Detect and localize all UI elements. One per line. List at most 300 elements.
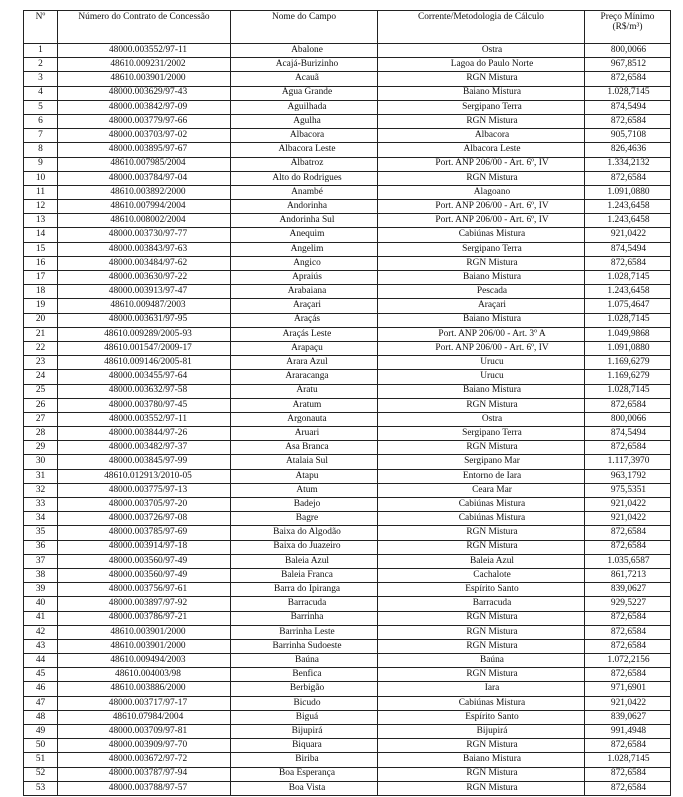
- cell-price: 1.243,6458: [585, 200, 671, 214]
- cell-number: 30: [24, 455, 58, 469]
- cell-contract: 48000.003785/97-69: [58, 526, 231, 540]
- cell-method: Ceara Mar: [378, 483, 585, 497]
- cell-price: 1.117,3970: [585, 455, 671, 469]
- cell-contract: 48000.003631/97-95: [58, 313, 231, 327]
- cell-number: 22: [24, 341, 58, 355]
- cell-price: 872,6584: [585, 781, 671, 795]
- table-row: [24, 455, 671, 469]
- cell-field: Anambé: [231, 185, 378, 199]
- cell-method: RGN Mistura: [378, 739, 585, 753]
- cell-price: 872,6584: [585, 625, 671, 639]
- cell-method: Ostra: [378, 44, 585, 58]
- cell-field: Baixa do Algodão: [231, 526, 378, 540]
- table-row: [24, 370, 671, 384]
- cell-method: Baiano Mistura: [378, 313, 585, 327]
- cell-method: Espírito Santo: [378, 710, 585, 724]
- table-row: [24, 185, 671, 199]
- table-row: [24, 767, 671, 781]
- cell-contract: 48000.003726/97-08: [58, 512, 231, 526]
- cell-method: Cabiúnas Mistura: [378, 228, 585, 242]
- cell-number: 34: [24, 512, 58, 526]
- cell-contract: 48000.003775/97-13: [58, 483, 231, 497]
- cell-number: 10: [24, 171, 58, 185]
- header-contract: Número do Contrato de Concessão: [58, 11, 231, 44]
- cell-number: 46: [24, 682, 58, 696]
- cell-number: 38: [24, 568, 58, 582]
- table-row: [24, 668, 671, 682]
- cell-method: Barracuda: [378, 597, 585, 611]
- cell-price: 839,0627: [585, 710, 671, 724]
- cell-field: Anequim: [231, 228, 378, 242]
- cell-number: 36: [24, 540, 58, 554]
- cell-price: 872,6584: [585, 114, 671, 128]
- cell-price: 872,6584: [585, 767, 671, 781]
- table-row: [24, 129, 671, 143]
- cell-number: 32: [24, 483, 58, 497]
- cell-number: 15: [24, 242, 58, 256]
- table-row: [24, 654, 671, 668]
- cell-price: 872,6584: [585, 526, 671, 540]
- table-row: [24, 143, 671, 157]
- cell-field: Asa Branca: [231, 441, 378, 455]
- cell-price: 905,7108: [585, 129, 671, 143]
- cell-price: 1.028,7145: [585, 86, 671, 100]
- table-header: [24, 11, 671, 44]
- table-row: [24, 441, 671, 455]
- cell-number: 21: [24, 327, 58, 341]
- cell-field: Barra do Ipiranga: [231, 583, 378, 597]
- table-row: [24, 214, 671, 228]
- cell-field: Arara Azul: [231, 356, 378, 370]
- cell-field: Albatroz: [231, 157, 378, 171]
- cell-price: 872,6584: [585, 540, 671, 554]
- cell-method: Sergipano Terra: [378, 100, 585, 114]
- table-row: [24, 710, 671, 724]
- cell-contract: 48610.001547/2009-17: [58, 341, 231, 355]
- cell-method: Ostra: [378, 412, 585, 426]
- cell-field: Araracanga: [231, 370, 378, 384]
- cell-method: Baiano Mistura: [378, 384, 585, 398]
- cell-field: Bicudo: [231, 696, 378, 710]
- cell-contract: 48000.003705/97-20: [58, 498, 231, 512]
- cell-contract: 48000.003717/97-17: [58, 696, 231, 710]
- cell-number: 8: [24, 143, 58, 157]
- cell-field: Barrinha Sudoeste: [231, 639, 378, 653]
- cell-contract: 48000.003786/97-21: [58, 611, 231, 625]
- cell-contract: 48000.003629/97-43: [58, 86, 231, 100]
- table-row: [24, 568, 671, 582]
- cell-method: Pescada: [378, 285, 585, 299]
- cell-method: Urucu: [378, 370, 585, 384]
- table-row: [24, 781, 671, 795]
- cell-contract: 48000.003914/97-18: [58, 540, 231, 554]
- cell-price: 872,6584: [585, 256, 671, 270]
- cell-number: 6: [24, 114, 58, 128]
- cell-price: 872,6584: [585, 72, 671, 86]
- cell-method: Baleia Azul: [378, 554, 585, 568]
- cell-number: 11: [24, 185, 58, 199]
- cell-number: 50: [24, 739, 58, 753]
- cell-field: Araçari: [231, 299, 378, 313]
- cell-price: 872,6584: [585, 441, 671, 455]
- cell-method: Alagoano: [378, 185, 585, 199]
- table-row: [24, 58, 671, 72]
- cell-method: RGN Mistura: [378, 639, 585, 653]
- cell-price: 1.049,9868: [585, 327, 671, 341]
- cell-field: Andorinha Sul: [231, 214, 378, 228]
- cell-contract: 48000.003703/97-02: [58, 129, 231, 143]
- cell-price: 971,6901: [585, 682, 671, 696]
- cell-contract: 48610.008002/2004: [58, 214, 231, 228]
- cell-contract: 48000.003709/97-81: [58, 725, 231, 739]
- cell-method: RGN Mistura: [378, 625, 585, 639]
- cell-field: Biguá: [231, 710, 378, 724]
- cell-price: 872,6584: [585, 639, 671, 653]
- cell-price: 975,5351: [585, 483, 671, 497]
- table-row: [24, 682, 671, 696]
- cell-contract: 48610.009231/2002: [58, 58, 231, 72]
- cell-method: Cabiúnas Mistura: [378, 498, 585, 512]
- cell-number: 40: [24, 597, 58, 611]
- cell-contract: 48610.009487/2003: [58, 299, 231, 313]
- cell-field: Andorinha: [231, 200, 378, 214]
- cell-method: Araçari: [378, 299, 585, 313]
- cell-number: 47: [24, 696, 58, 710]
- cell-number: 39: [24, 583, 58, 597]
- cell-number: 4: [24, 86, 58, 100]
- cell-method: Iara: [378, 682, 585, 696]
- cell-contract: 48000.003779/97-66: [58, 114, 231, 128]
- cell-price: 1.028,7145: [585, 271, 671, 285]
- cell-number: 24: [24, 370, 58, 384]
- cell-field: Apraiús: [231, 271, 378, 285]
- table-row: [24, 554, 671, 568]
- cell-contract: 48610.009146/2005-81: [58, 356, 231, 370]
- cell-method: RGN Mistura: [378, 171, 585, 185]
- cell-contract: 48000.003672/97-72: [58, 753, 231, 767]
- header-price: [585, 11, 671, 44]
- cell-method: Port. ANP 206/00 - Art. 6º, IV: [378, 157, 585, 171]
- cell-price: 872,6584: [585, 668, 671, 682]
- table-row: [24, 44, 671, 58]
- cell-field: Argonauta: [231, 412, 378, 426]
- cell-number: 31: [24, 469, 58, 483]
- cell-number: 33: [24, 498, 58, 512]
- table-row: [24, 86, 671, 100]
- cell-method: RGN Mistura: [378, 668, 585, 682]
- cell-price: 1.169,6279: [585, 370, 671, 384]
- cell-price: 872,6584: [585, 739, 671, 753]
- cell-contract: 48610.009289/2005-93: [58, 327, 231, 341]
- cell-field: Alto do Rodrigues: [231, 171, 378, 185]
- cell-number: 28: [24, 427, 58, 441]
- cell-number: 19: [24, 299, 58, 313]
- table-row: [24, 611, 671, 625]
- cell-method: Cabiúnas Mistura: [378, 696, 585, 710]
- cell-method: Port. ANP 206/00 - Art. 6º, IV: [378, 214, 585, 228]
- cell-method: Urucu: [378, 356, 585, 370]
- cell-number: 49: [24, 725, 58, 739]
- table-row: [24, 469, 671, 483]
- cell-contract: 48610.003901/2000: [58, 72, 231, 86]
- table-row: [24, 498, 671, 512]
- table-row: [24, 540, 671, 554]
- table-row: [24, 483, 671, 497]
- table-row: [24, 271, 671, 285]
- cell-field: Baleia Franca: [231, 568, 378, 582]
- cell-contract: 48000.003787/97-94: [58, 767, 231, 781]
- table-row: [24, 72, 671, 86]
- cell-price: 826,4636: [585, 143, 671, 157]
- cell-method: RGN Mistura: [378, 526, 585, 540]
- cell-price: 921,0422: [585, 512, 671, 526]
- table-row: [24, 285, 671, 299]
- cell-price: 874,5494: [585, 100, 671, 114]
- cell-number: 2: [24, 58, 58, 72]
- cell-contract: 48000.003455/97-64: [58, 370, 231, 384]
- cell-number: 26: [24, 398, 58, 412]
- cell-method: Entorno de Iara: [378, 469, 585, 483]
- cell-price: 1.028,7145: [585, 753, 671, 767]
- header-field: Nome do Campo: [231, 11, 378, 44]
- cell-method: Port. ANP 206/00 - Art. 3º A: [378, 327, 585, 341]
- table-row: [24, 256, 671, 270]
- cell-method: Albacora Leste: [378, 143, 585, 157]
- cell-field: Albacora Leste: [231, 143, 378, 157]
- cell-number: 35: [24, 526, 58, 540]
- header-number: Nº: [24, 11, 58, 44]
- cell-contract: 48000.003552/97-11: [58, 412, 231, 426]
- cell-contract: 48000.003632/97-58: [58, 384, 231, 398]
- table-row: [24, 427, 671, 441]
- cell-contract: 48000.003482/97-37: [58, 441, 231, 455]
- cell-method: RGN Mistura: [378, 441, 585, 455]
- cell-method: Port. ANP 206/00 - Art. 6º, IV: [378, 341, 585, 355]
- table-row: [24, 398, 671, 412]
- cell-method: Albacora: [378, 129, 585, 143]
- cell-price: 1.243,6458: [585, 214, 671, 228]
- table-row: [24, 696, 671, 710]
- cell-contract: 48000.003909/97-70: [58, 739, 231, 753]
- cell-field: Aratum: [231, 398, 378, 412]
- table-row: [24, 299, 671, 313]
- cell-contract: 48000.003897/97-92: [58, 597, 231, 611]
- cell-price: 929,5227: [585, 597, 671, 611]
- cell-field: Boa Esperança: [231, 767, 378, 781]
- cell-number: 37: [24, 554, 58, 568]
- cell-number: 25: [24, 384, 58, 398]
- concession-price-table: [23, 10, 671, 796]
- cell-price: 1.028,7145: [585, 313, 671, 327]
- cell-number: 23: [24, 356, 58, 370]
- cell-contract: 48000.003913/97-47: [58, 285, 231, 299]
- header-price-label: Preço Mínimo: [600, 12, 655, 22]
- cell-number: 9: [24, 157, 58, 171]
- table-row: [24, 242, 671, 256]
- cell-field: Atapu: [231, 469, 378, 483]
- cell-contract: 48610.004003/98: [58, 668, 231, 682]
- cell-contract: 48000.003756/97-61: [58, 583, 231, 597]
- cell-price: 872,6584: [585, 398, 671, 412]
- cell-field: Araçás: [231, 313, 378, 327]
- cell-method: Baúna: [378, 654, 585, 668]
- cell-number: 52: [24, 767, 58, 781]
- cell-contract: 48000.003845/97-99: [58, 455, 231, 469]
- cell-contract: 48000.003630/97-22: [58, 271, 231, 285]
- cell-contract: 48000.003552/97-11: [58, 44, 231, 58]
- cell-method: RGN Mistura: [378, 767, 585, 781]
- cell-number: 12: [24, 200, 58, 214]
- table-row: [24, 512, 671, 526]
- table-row: [24, 114, 671, 128]
- cell-price: 921,0422: [585, 228, 671, 242]
- cell-price: 1.091,0880: [585, 341, 671, 355]
- cell-contract: 48610.009494/2003: [58, 654, 231, 668]
- cell-contract: 48000.003780/97-45: [58, 398, 231, 412]
- table-row: [24, 739, 671, 753]
- cell-price: 991,4948: [585, 725, 671, 739]
- cell-field: Abalone: [231, 44, 378, 58]
- cell-number: 13: [24, 214, 58, 228]
- cell-method: Sergipano Mar: [378, 455, 585, 469]
- cell-field: Badejo: [231, 498, 378, 512]
- cell-field: Angico: [231, 256, 378, 270]
- cell-contract: 48000.003560/97-49: [58, 568, 231, 582]
- cell-field: Aratu: [231, 384, 378, 398]
- cell-method: RGN Mistura: [378, 781, 585, 795]
- cell-number: 14: [24, 228, 58, 242]
- cell-method: Baiano Mistura: [378, 753, 585, 767]
- table-row: [24, 639, 671, 653]
- cell-price: 921,0422: [585, 498, 671, 512]
- table-row: [24, 625, 671, 639]
- table-row: [24, 100, 671, 114]
- cell-number: 48: [24, 710, 58, 724]
- cell-field: Arapaçu: [231, 341, 378, 355]
- cell-field: Baixa do Juazeiro: [231, 540, 378, 554]
- header-row: [24, 11, 671, 44]
- table-row: [24, 171, 671, 185]
- cell-number: 29: [24, 441, 58, 455]
- cell-field: Barracuda: [231, 597, 378, 611]
- cell-method: Sergipano Terra: [378, 242, 585, 256]
- cell-price: 963,1792: [585, 469, 671, 483]
- cell-contract: 48000.003788/97-57: [58, 781, 231, 795]
- cell-number: 45: [24, 668, 58, 682]
- cell-field: Atum: [231, 483, 378, 497]
- cell-field: Biquara: [231, 739, 378, 753]
- cell-price: 1.169,6279: [585, 356, 671, 370]
- document-page: [23, 10, 670, 796]
- cell-price: 1.035,6587: [585, 554, 671, 568]
- cell-field: Berbigão: [231, 682, 378, 696]
- cell-field: Baúna: [231, 654, 378, 668]
- cell-field: Aguilhada: [231, 100, 378, 114]
- cell-price: 921,0422: [585, 696, 671, 710]
- cell-number: 51: [24, 753, 58, 767]
- cell-contract: 48610.007994/2004: [58, 200, 231, 214]
- table-row: [24, 526, 671, 540]
- cell-field: Acauã: [231, 72, 378, 86]
- table-row: [24, 157, 671, 171]
- cell-number: 20: [24, 313, 58, 327]
- cell-price: 874,5494: [585, 242, 671, 256]
- cell-number: 3: [24, 72, 58, 86]
- cell-method: Cabiúnas Mistura: [378, 512, 585, 526]
- cell-number: 17: [24, 271, 58, 285]
- table-row: [24, 356, 671, 370]
- table-row: [24, 313, 671, 327]
- cell-price: 967,8512: [585, 58, 671, 72]
- cell-price: 872,6584: [585, 171, 671, 185]
- cell-number: 44: [24, 654, 58, 668]
- cell-method: Bijupirá: [378, 725, 585, 739]
- cell-number: 43: [24, 639, 58, 653]
- table-row: [24, 341, 671, 355]
- table-row: [24, 228, 671, 242]
- cell-field: Aruari: [231, 427, 378, 441]
- cell-field: Barrinha Leste: [231, 625, 378, 639]
- cell-method: Cachalote: [378, 568, 585, 582]
- cell-contract: 48610.012913/2010-05: [58, 469, 231, 483]
- cell-number: 1: [24, 44, 58, 58]
- cell-price: 872,6584: [585, 611, 671, 625]
- cell-field: Angelim: [231, 242, 378, 256]
- cell-price: 1.243,6458: [585, 285, 671, 299]
- table-body: [24, 44, 671, 796]
- cell-number: 18: [24, 285, 58, 299]
- cell-contract: 48000.003895/97-67: [58, 143, 231, 157]
- cell-method: RGN Mistura: [378, 611, 585, 625]
- cell-method: Espírito Santo: [378, 583, 585, 597]
- cell-number: 41: [24, 611, 58, 625]
- cell-method: Baiano Mistura: [378, 86, 585, 100]
- cell-contract: 48000.003560/97-49: [58, 554, 231, 568]
- table-row: [24, 412, 671, 426]
- table-row: [24, 725, 671, 739]
- cell-price: 1.028,7145: [585, 384, 671, 398]
- cell-method: RGN Mistura: [378, 398, 585, 412]
- table-row: [24, 327, 671, 341]
- cell-number: 27: [24, 412, 58, 426]
- cell-contract: 48000.003784/97-04: [58, 171, 231, 185]
- cell-contract: 48610.07984/2004: [58, 710, 231, 724]
- cell-price: 800,0066: [585, 412, 671, 426]
- cell-field: Araçás Leste: [231, 327, 378, 341]
- cell-price: 1.075,4647: [585, 299, 671, 313]
- cell-contract: 48000.003484/97-62: [58, 256, 231, 270]
- cell-contract: 48610.003901/2000: [58, 639, 231, 653]
- cell-contract: 48000.003730/97-77: [58, 228, 231, 242]
- header-method: Corrente/Metodologia de Cálculo: [378, 11, 585, 44]
- cell-number: 53: [24, 781, 58, 795]
- cell-contract: 48610.003886/2000: [58, 682, 231, 696]
- cell-method: RGN Mistura: [378, 256, 585, 270]
- cell-contract: 48610.007985/2004: [58, 157, 231, 171]
- cell-number: 5: [24, 100, 58, 114]
- cell-method: Port. ANP 206/00 - Art. 6º, IV: [378, 200, 585, 214]
- table-row: [24, 583, 671, 597]
- cell-field: Bagre: [231, 512, 378, 526]
- cell-field: Acajá-Burizinho: [231, 58, 378, 72]
- cell-field: Baleia Azul: [231, 554, 378, 568]
- cell-contract: 48610.003892/2000: [58, 185, 231, 199]
- cell-field: Agulha: [231, 114, 378, 128]
- cell-price: 874,5494: [585, 427, 671, 441]
- table-row: [24, 200, 671, 214]
- cell-method: RGN Mistura: [378, 72, 585, 86]
- table-row: [24, 753, 671, 767]
